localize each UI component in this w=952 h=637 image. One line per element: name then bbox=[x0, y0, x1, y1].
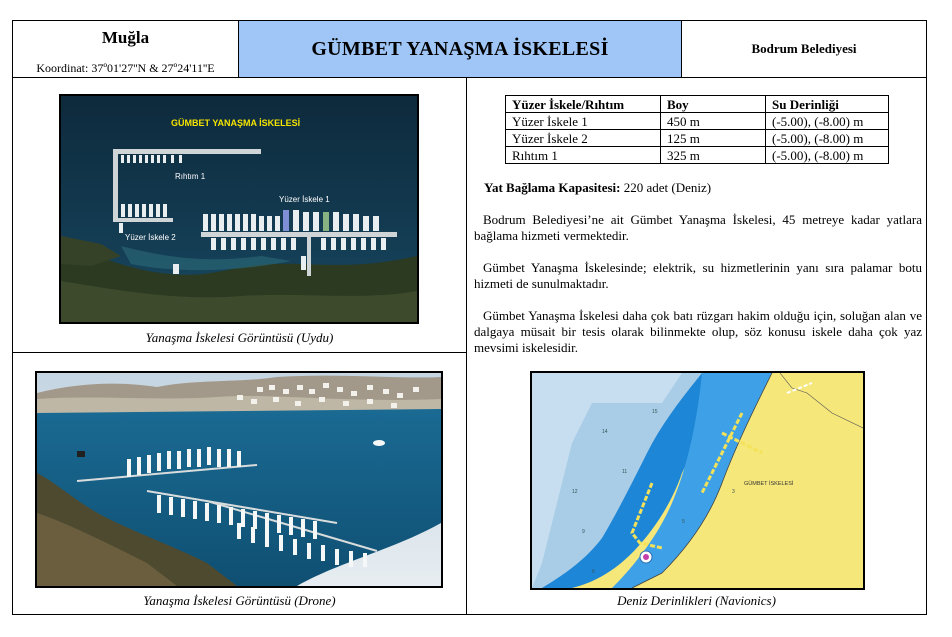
navionics-caption: Deniz Derinlikleri (Navionics) bbox=[617, 593, 776, 608]
coordinates: Koordinat: 37º01'27''N & 27º24'11''E bbox=[36, 61, 215, 75]
svg-text:11: 11 bbox=[622, 469, 628, 475]
svg-text:9: 9 bbox=[582, 529, 585, 535]
table-cell: 125 m bbox=[661, 130, 766, 147]
navionics-graphic bbox=[532, 373, 863, 588]
table-header-length: Boy bbox=[661, 96, 766, 113]
header-municipality-cell bbox=[681, 20, 927, 78]
depth-table bbox=[505, 95, 889, 164]
svg-text:14: 14 bbox=[602, 429, 608, 435]
capacity-line bbox=[484, 180, 922, 196]
table-cell: 325 m bbox=[661, 147, 766, 164]
drone-image bbox=[35, 371, 443, 588]
table-row bbox=[506, 147, 889, 164]
satellite-graphic bbox=[61, 96, 417, 322]
table-row bbox=[506, 113, 889, 130]
satellite-label-rihtim: Rıhtım 1 bbox=[175, 172, 206, 181]
municipality-name: Bodrum Belediyesi bbox=[751, 41, 857, 56]
table-cell: 450 m bbox=[661, 113, 766, 130]
table-cell: Rıhtım 1 bbox=[506, 147, 661, 164]
paragraph-utilities: Gümbet Yanaşma İskelesinde; elektrik, su hizmetlerinin yanı sıra palamar botu hizmeti de sunulmaktadır. bbox=[474, 260, 922, 291]
svg-text:12: 12 bbox=[572, 489, 578, 495]
table-cell: Yüzer İskele 1 bbox=[506, 113, 661, 130]
header-location-cell bbox=[12, 20, 239, 78]
navionics-label: GÜMBET İSKELESİ bbox=[744, 481, 794, 487]
drone-caption: Yanaşma İskelesi Görüntüsü (Drone) bbox=[143, 593, 336, 608]
drone-graphic bbox=[37, 373, 441, 586]
table-cell: Yüzer İskele 2 bbox=[506, 130, 661, 147]
svg-text:3: 3 bbox=[732, 489, 735, 495]
svg-text:6: 6 bbox=[592, 569, 595, 575]
table-cell: (-5.00), (-8.00) m bbox=[766, 113, 889, 130]
satellite-label-pier2: Yüzer İskele 2 bbox=[125, 233, 176, 242]
navionics-chart bbox=[530, 371, 865, 590]
paragraph-service: Bodrum Belediyesi’ne ait Gümbet Yanaşma İskelesi, 45 metreye kadar yatlara bağlama hizmeti vermektedir. bbox=[474, 212, 922, 243]
city-name: Muğla bbox=[101, 28, 150, 47]
satellite-title-label: GÜMBET YANAŞMA İSKELESİ bbox=[171, 118, 301, 128]
satellite-image bbox=[59, 94, 419, 324]
table-header-depth: Su Derinliği bbox=[766, 96, 889, 113]
header-title-cell bbox=[238, 20, 682, 78]
capacity-value: 220 adet (Deniz) bbox=[623, 180, 712, 195]
capacity-label: Yat Bağlama Kapasitesi: bbox=[484, 180, 621, 195]
page-title: GÜMBET YANAŞMA İSKELESİ bbox=[311, 37, 609, 60]
table-cell: (-5.00), (-8.00) m bbox=[766, 130, 889, 147]
svg-text:5: 5 bbox=[682, 519, 685, 525]
svg-text:15: 15 bbox=[652, 409, 658, 415]
paragraph-wind: Gümbet Yanaşma İskelesi daha çok batı rüzgarı hakim olduğu için, soluğan alan ve dalgaya müsait bir tesis olarak bilinmekte olup, söz konusu iskele daha çok yaz mevsimi iskelesidir. bbox=[474, 308, 922, 355]
table-header-row bbox=[506, 96, 889, 113]
table-cell: (-5.00), (-8.00) m bbox=[766, 147, 889, 164]
table-row bbox=[506, 130, 889, 147]
satellite-label-pier1: Yüzer İskele 1 bbox=[279, 195, 330, 204]
table-header-pier: Yüzer İskele/Rıhtım bbox=[506, 96, 661, 113]
satellite-caption: Yanaşma İskelesi Görüntüsü (Uydu) bbox=[145, 330, 334, 345]
